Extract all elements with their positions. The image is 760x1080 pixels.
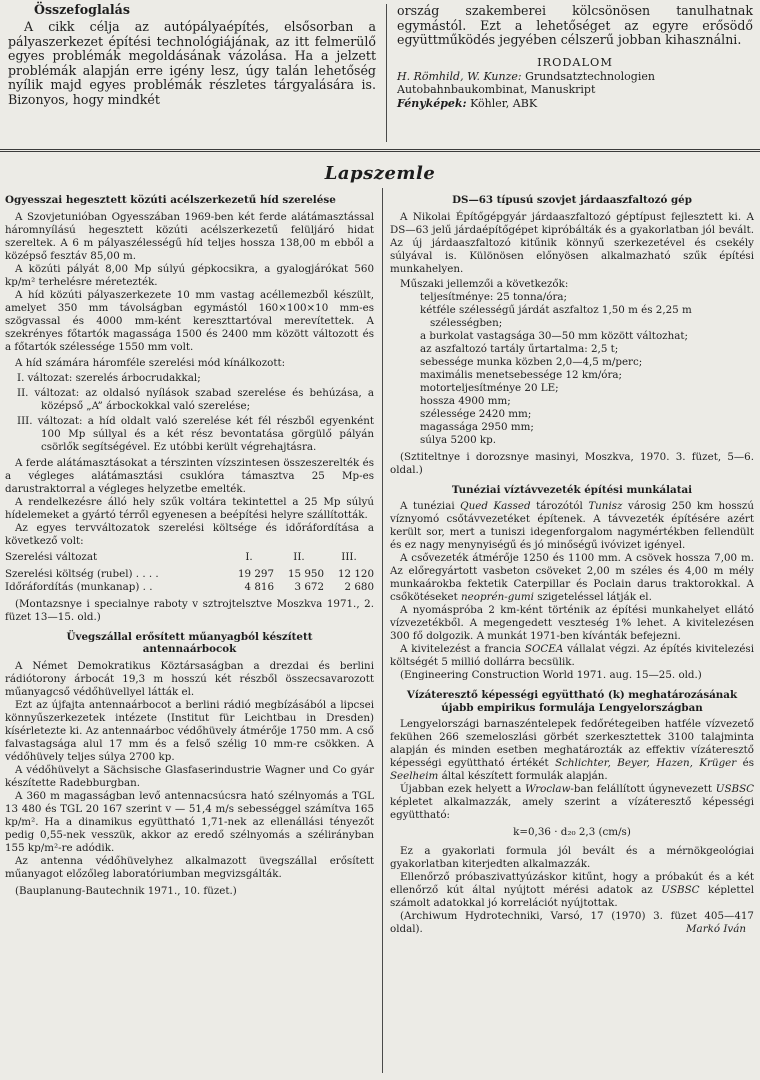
tunisia-paragraph xyxy=(390,500,754,552)
text-run: -ban felállított úgynevezett xyxy=(570,783,716,795)
tunisia-paragraph: A nyomáspróba 2 km-ként történik az építési munkahelyet ellátó vízvezetékből. A megengedett veszteség 1% lehet. A kivitelezésen 300 fő dolgozik. A munkát 1971-ben kívánták befejezni. xyxy=(390,604,754,642)
text-run: által készített formulák alapján. xyxy=(438,770,608,782)
list-item: magassága 2950 mm; xyxy=(420,420,534,433)
section-top-rule xyxy=(0,149,760,150)
source-citation: (Engineering Construction World 1971. aug. 15—25. old.) xyxy=(400,669,702,681)
odessa-paragraph: A rendelkezésre álló hely szűk voltára tekintettel a 25 Mp súlyú hídelemeket a gyártó térről egyenesen a beépítési helyre szállították. xyxy=(5,495,374,521)
cost-table-cell: 12 120 xyxy=(337,567,374,580)
cost-table xyxy=(5,551,374,594)
text-run: tározótól xyxy=(530,500,589,512)
odessa-paragraph: A híd közúti pályaszerkezete 10 mm vastag acéllemezből készült, amelyet 350 mm távolságban egymástól 160×100×10 mm-es szögvassal és 4000 mm-ként kereszttartóval merevítettek. A szekrényes főtartók magassága 1500 és 2400 mm között változott és a főtartók szélessége 1550 mm volt. xyxy=(5,288,374,353)
photo-credit-name: Köhler, ABK xyxy=(466,96,538,110)
place-name: Wroclaw xyxy=(525,783,571,795)
main-column-divider xyxy=(382,188,383,1073)
variant-item: II. változat: az oldalsó nyílások szabad szerelése és behúzása, a középső „A” árbockokkal való szerelése; xyxy=(17,386,374,412)
article-heading-poland: Vízáteresztő képességi együttható (k) meghatározásának újabb empirikus formulája Lengyelországban xyxy=(406,689,738,714)
article-heading-antenna: Üvegszállal erősített műanyagból készített antennaárbocok xyxy=(66,630,313,655)
variant-item: III. változat: a híd oldalt való szerelése két fél részből egyenként 100 Mp súllyal és a két rész bevontatása görgülő pályán csörlők segítségével. Ez utóbbi került végrehajtásra. xyxy=(17,414,374,453)
odessa-paragraph: A Szovjetunióban Ogyesszában 1969-ben két ferde alátámasztással háromnyílású hegesztett közúti acélszerkezetű felüljáró hidat szereltek. A 6 m pályaszélességű híd teljes hossza 138,00 m ebből a középső fesztáv 85,00 m. xyxy=(5,210,374,262)
list-item: a burkolat vastagsága 30—50 mm között változhat; xyxy=(420,329,688,342)
table-row xyxy=(5,564,374,581)
list-item: motorteljesítménye 20 LE; xyxy=(420,381,559,394)
reference-authors: H. Römhild, W. Kunze: xyxy=(397,69,522,83)
cost-table-cell: 3 672 xyxy=(294,580,324,593)
list-item: teljesítménye: 25 tonna/óra; xyxy=(420,290,567,303)
cost-table-cell: 4 816 xyxy=(244,580,274,593)
section-top-rule-2 xyxy=(0,151,760,152)
summary-paragraph: A cikk célja az autópályaépítés, elsősorban a pályaszerkezet építési technológiájának, az itt felmerülő egyes problémák megoldásának vázolása. Ha a jelzett problémák alapján erre igény lesz, úgy talán lehetőség nyílik majd egyes problémák részletes tárgyalására is. Bizonyos, hogy mindkét xyxy=(8,19,376,107)
list-item: hossza 4900 mm; xyxy=(420,394,511,407)
photo-credit xyxy=(397,97,753,110)
antenna-paragraph: A Német Demokratikus Köztársaságban a drezdai és berlini rádiótorony árbocát 19,3 m hosszú két részből összecsavarozott műanyagcső védőhüvellyel látták el. xyxy=(5,659,374,698)
formula: k=0,36 · d₂₀ 2,3 (cm/s) xyxy=(513,826,631,838)
text-run: A kivitelezést a francia xyxy=(400,643,525,655)
text-run: vállalat végzi. Az építés kivitelezési költségét 5 millió dollárra becsülik. xyxy=(390,643,754,668)
cost-table-cell: II. xyxy=(293,550,305,563)
list-item: súlya 5200 kp. xyxy=(420,433,497,446)
cost-table-cell: 15 950 xyxy=(287,567,324,580)
summary-right-column xyxy=(397,4,753,110)
formula-name: USBSC xyxy=(715,783,754,795)
specs-intro: Műszaki jellemzői a következők: xyxy=(400,277,569,290)
reference-entry xyxy=(397,70,753,97)
text-run: szigeteléssel látják el. xyxy=(533,591,652,603)
list-item: az aszfaltozó tartály űrtartalma: 2,5 t; xyxy=(420,342,619,355)
odessa-paragraph: A ferde alátámasztásokat a térszinten vízszintesen összeszerelték és a végleges alátámasztási csuklóra támasztva 25 Mp-es darustraktorral a végleges helyzetbe emelték. xyxy=(5,456,374,495)
cost-table-cell: Időráfordítás (munkanap) . . xyxy=(5,580,153,593)
text-run: képletet alkalmazzák, amely szerint a vízáteresztő képességi együttható: xyxy=(390,796,754,821)
cost-table-header xyxy=(5,551,374,564)
source-citation: (Archiwum Hydrotechniki, Varsó, 17 (1970) 3. füzet 405—417 oldal). xyxy=(390,910,754,935)
odessa-paragraph: Az egyes tervváltozatok szerelési költsége és időráfordítása a következő volt: xyxy=(5,521,374,547)
cost-table-cell: III. xyxy=(341,550,357,563)
cost-table-cell: I. xyxy=(245,550,253,563)
article-heading-odessa: Ogyesszai hegesztett közúti acélszerkezetű híd szerelése xyxy=(5,194,336,206)
summary-column-divider xyxy=(386,4,387,142)
formula-name: USBSC xyxy=(661,884,700,896)
source-citation: (Sztiteltnye i dorozsnye masinyi, Moszkva, 1970. 3. füzet, 5—6. oldal.) xyxy=(390,450,754,476)
cost-table-cell: 19 297 xyxy=(237,567,274,580)
author-names: Schlichter, Beyer, Hazen, Krüger xyxy=(555,757,737,769)
summary-paragraph-continued: ország szakemberei kölcsönösen tanulhatnak egymástól. Ezt a lehetőséget az egyre erősödő együttműködés jegyében célszerű jobban kihasználni. xyxy=(397,3,753,48)
list-item: sebessége munka közben 2,0—4,5 m/perc; xyxy=(420,355,643,368)
text-run: Lengyelországi barnaszéntelepek fedőrétegeiben hatféle vízvezető fekühen 266 szemeloszlási görbét szerkesztettek 3100 talajminta alapján és minden esetben meghatározták az effektiv vízáteresztő képességi együttható értékét xyxy=(390,718,754,769)
cost-table-cell: Szerelési változat xyxy=(5,550,98,563)
antenna-paragraph: Az antenna védőhüvelyhez alkalmazott üvegszállal erősített műanyagot előzőleg laboratóriumban megvizsgálták. xyxy=(5,854,374,880)
cost-table-cell: 2 680 xyxy=(344,580,374,593)
antenna-paragraph: Ezt az újfajta antennaárbocot a berlini rádió megbízásából a lipcsei könnyűszerkezetek intézete (Institut für Leichtbau in Dresden) kísérletezte ki. Az antennaárboc védőhüvely átmérője 1750 mm. A cső falvastagsága alul 17 mm és a felső szélig 10 mm-re csökken. A védőhüvely teljes súlya 2700 kp. xyxy=(5,698,374,763)
section-title: Lapszemle xyxy=(324,163,436,184)
text-run: Ellenőrző próbaszivattyúzáskor kitűnt, hogy a próbakút és a két ellenőrző kút által nyújtott mérési adatok az xyxy=(390,871,754,896)
text-run: városig 250 km hosszú víznyomó csőtávvezetéket építenek. A távvezeték építésére azért került sor, mert a tuniszi idegenforgalom nagymértékben fellendült és ez nagy menynyiségű és jó minőségű ivóvizet igényel. xyxy=(390,500,754,551)
cost-table-cell: Szerelési költség (rubel) . . . . xyxy=(5,567,159,580)
reference-title: Grundsatztechnologien Autobahnbaukombinat, Manuskript xyxy=(397,69,655,97)
author-signature: Markó Iván xyxy=(686,923,746,935)
antenna-paragraph: A védőhüvelyt a Sächsische Glasfaserindustrie Wagner und Co gyár készítette Radebburgban. xyxy=(5,763,374,789)
source-citation: (Bauplanung-Bautechnik 1971., 10. füzet.) xyxy=(15,884,237,897)
photo-credit-label: Fényképek: xyxy=(397,96,467,110)
place-name: Qued Kassed xyxy=(460,500,531,512)
left-column xyxy=(5,194,374,898)
article-heading-tunisia: Tunéziai víztávvezeték építési munkálatai xyxy=(451,483,693,496)
text-run: és xyxy=(736,757,754,769)
text-run: képlettel számolt adatokkal jó korrelációt nyújtottak. xyxy=(390,884,755,909)
article-heading-ds63: DS—63 típusú szovjet járdaaszfaltozó gép xyxy=(452,194,692,206)
ds63-paragraph: A Nikolai Építőgépgyár járdaaszfaltozó géptípust fejlesztett ki. A DS—63 jelű járdaépítőgépet kipróbálták és a gyakorlatban jól bevált. Az új járdaaszfaltozó kitűnik könnyű szerkezetével és csekély súlyával is. Különösen előnyösen alkalmazható szűk építési munkahelyen. xyxy=(390,210,754,275)
text-run: A csővezeték átmérője 1250 és 1100 mm. A csövek hossza 7,00 m. Az előregyártott vasbeton csöveket 2,00 m széles és 4,00 m mély munkaárokba fektetik Caterpillar és Poclain darus traktorokkal. A csőkötéseket xyxy=(390,552,754,603)
spec-list xyxy=(390,291,754,447)
poland-paragraph xyxy=(390,718,754,783)
place-name: Tunisz xyxy=(588,500,623,512)
summary-left-column xyxy=(8,3,376,108)
list-item: kétféle szélességű járdát aszfaltoz 1,50 m és 2,25 m szélességben; xyxy=(420,303,692,329)
antenna-paragraph: A 360 m magasságban levő antennacsúcsra ható szélnyomás a TGL 13 480 és TGL 20 167 szerint v — 51,4 m/s sebességgel számítva 165 kp/m². Ha a dinamikus együttható 1,71-nek az ellenállási tényezőt pedig 0,55-nek vesszük, akkor az eredő szélnyomás a szélirányban 155 kp/m²-re adódik. xyxy=(5,789,374,854)
right-column xyxy=(390,194,754,936)
author-names: Seelheim xyxy=(390,770,439,782)
table-row xyxy=(5,581,374,594)
list-item: szélessége 2420 mm; xyxy=(420,407,532,420)
summary-heading: Összefoglalás xyxy=(34,2,130,17)
variant-item: I. változat: szerelés árbocrudakkal; xyxy=(17,371,201,384)
poland-paragraph: Ez a gyakorlati formula jól bevált és a mérnökgeológiai gyakorlatban kiterjedten alkalmazzák. xyxy=(390,845,754,870)
references-heading: IRODALOM xyxy=(537,55,613,69)
poland-paragraph xyxy=(390,871,754,910)
odessa-paragraph: A híd számára háromféle szerelési mód kínálkozott: xyxy=(15,356,286,369)
odessa-paragraph: A közúti pályát 8,00 Mp súlyú gépkocsikra, a gyalogjárókat 560 kp/m² terhelésre méretezték. xyxy=(5,262,374,288)
tunisia-paragraph xyxy=(390,643,754,669)
material-name: neoprén-gumi xyxy=(461,591,534,603)
source-citation: (Montazsnye i specialnye raboty v sztrojtelsztve Moszkva 1971., 2. füzet 13—15. old.) xyxy=(5,597,374,623)
company-name: SOCEA xyxy=(524,643,564,655)
text-run: A tunéziai xyxy=(400,500,461,512)
text-run: Újabban ezek helyett a xyxy=(400,783,526,795)
list-item: maximális menetsebessége 12 km/óra; xyxy=(420,368,623,381)
poland-paragraph xyxy=(390,783,754,822)
tunisia-paragraph xyxy=(390,552,754,604)
